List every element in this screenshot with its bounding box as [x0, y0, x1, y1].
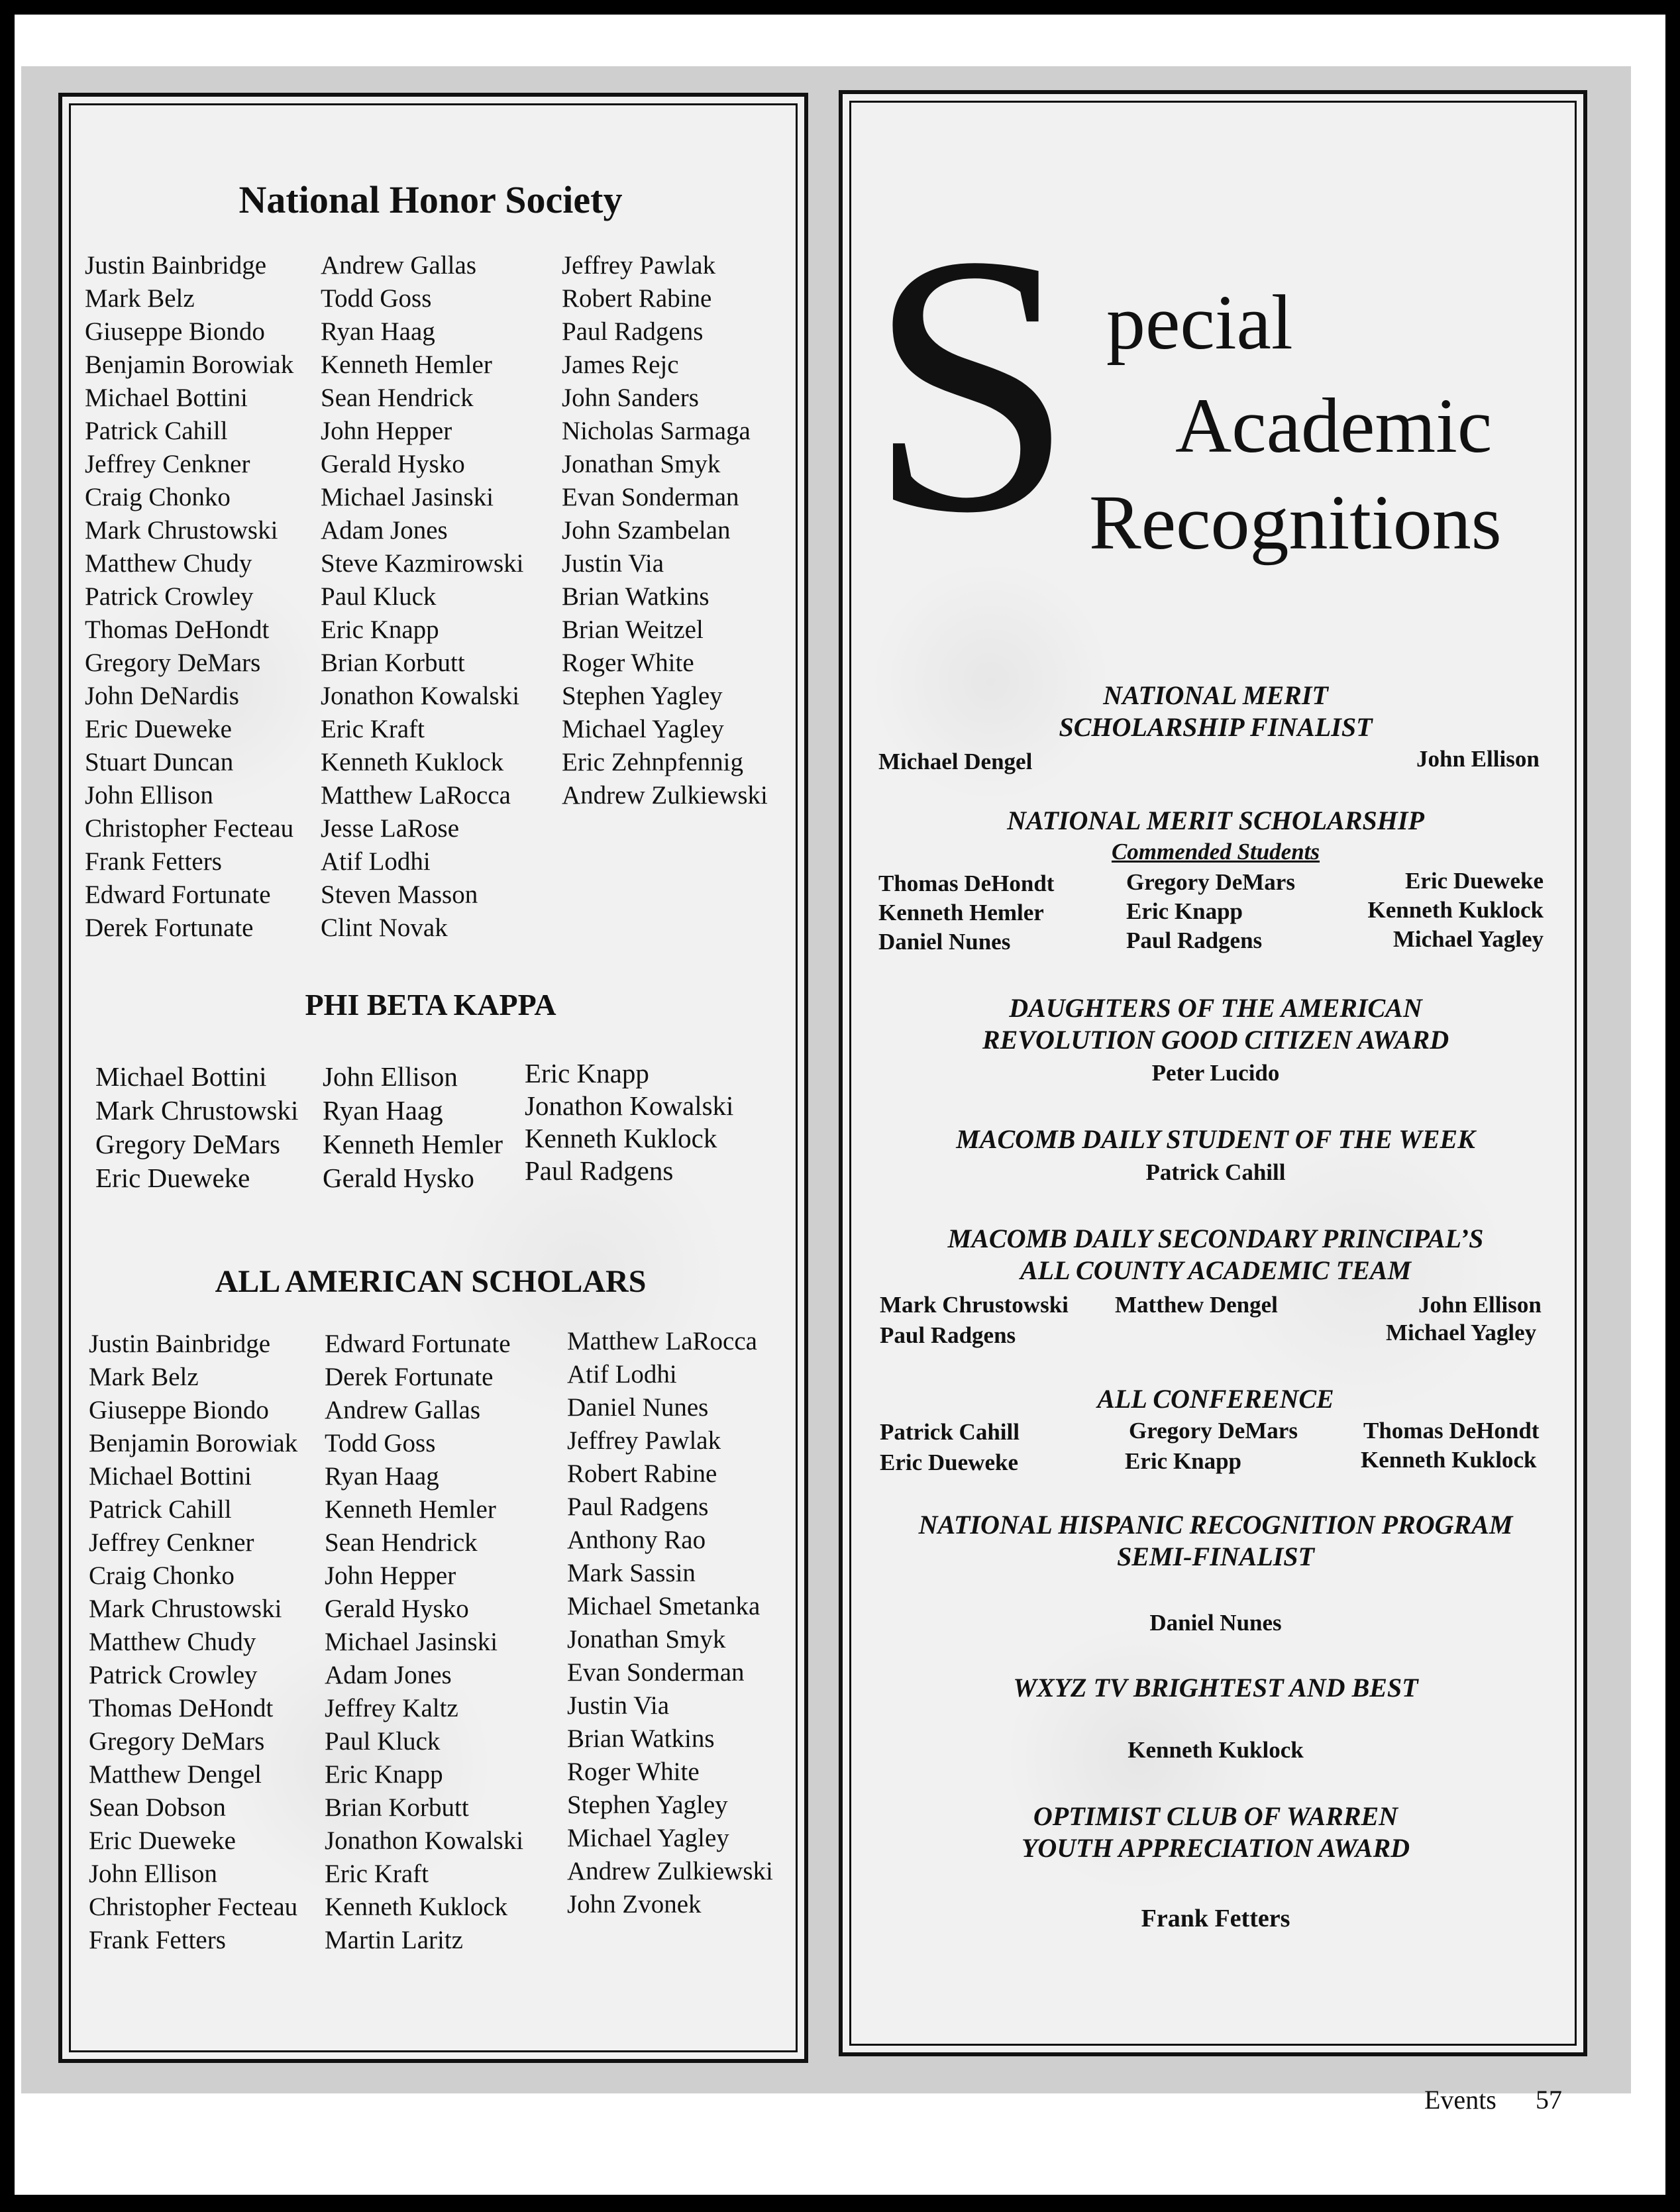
- list-item: Sean Dobson: [89, 1793, 226, 1822]
- list-item: John Zvonek: [567, 1890, 702, 1919]
- list-item: John Hepper: [321, 417, 452, 445]
- recipient-name: Paul Radgens: [1126, 927, 1263, 953]
- recipient-name: Michael Yagley: [1386, 1320, 1537, 1345]
- list-item: Michael Jasinski: [321, 483, 494, 511]
- title-line-1: pecial: [1106, 279, 1293, 366]
- recipient-name: Kenneth Kuklock: [1367, 897, 1544, 923]
- list-item: Kenneth Kuklock: [325, 1893, 508, 1921]
- list-item: Giuseppe Biondo: [89, 1396, 269, 1424]
- list-item: John Szambelan: [562, 516, 731, 545]
- commended-col3: [1345, 867, 1544, 954]
- list-item: Giuseppe Biondo: [85, 317, 265, 346]
- list-item: Mark Chrustowski: [89, 1595, 282, 1623]
- list-item: Stephen Yagley: [567, 1791, 728, 1819]
- list-item: Frank Fetters: [85, 847, 222, 876]
- list-item: Jeffrey Kaltz: [325, 1694, 458, 1722]
- recipient-name: Eric Knapp: [1125, 1448, 1242, 1474]
- list-item: Sean Hendrick: [325, 1528, 478, 1557]
- list-item: Justin Via: [562, 549, 664, 578]
- list-item: Mark Chrustowski: [85, 516, 278, 545]
- list-item: Andrew Zulkiewski: [562, 781, 768, 810]
- list-item: John DeNardis: [85, 682, 239, 710]
- list-item: Andrew Zulkiewski: [567, 1857, 773, 1885]
- list-item: Gerald Hysko: [323, 1163, 474, 1193]
- recipient-name: Paul Radgens: [880, 1322, 1016, 1348]
- list-item: Gerald Hysko: [325, 1595, 469, 1623]
- recipient-name: Patrick Cahill: [880, 1419, 1020, 1445]
- list-item: Frank Fetters: [89, 1926, 226, 1954]
- list-item: Anthony Rao: [567, 1526, 706, 1554]
- list-item: Brian Watkins: [562, 582, 709, 611]
- commended-subheading: Commended Students: [1111, 839, 1320, 865]
- list-item: Michael Yagley: [567, 1824, 729, 1852]
- list-item: Jesse LaRose: [321, 814, 460, 843]
- list-item: Christopher Fecteau: [85, 814, 294, 843]
- list-item: Evan Sonderman: [562, 483, 739, 511]
- list-item: John Hepper: [325, 1561, 456, 1590]
- list-item: Thomas DeHondt: [85, 615, 270, 644]
- list-item: Patrick Cahill: [89, 1495, 232, 1524]
- list-item: Michael Bottini: [95, 1061, 267, 1092]
- recipient-name: Daniel Nunes: [1149, 1610, 1282, 1636]
- list-item: Jonathan Smyk: [562, 450, 721, 478]
- recipient-name: Gregory DeMars: [1129, 1418, 1298, 1444]
- aas-title: ALL AMERICAN SCHOLARS: [215, 1264, 647, 1299]
- aas-col1: [89, 1328, 297, 1957]
- list-item: Martin Laritz: [325, 1926, 463, 1954]
- list-item: Eric Knapp: [525, 1058, 649, 1088]
- list-item: Kenneth Hemler: [323, 1129, 503, 1159]
- list-item: Paul Kluck: [325, 1727, 441, 1756]
- list-item: Andrew Gallas: [325, 1396, 481, 1424]
- aas-col2: [325, 1328, 523, 1957]
- list-item: Michael Bottini: [85, 384, 248, 412]
- list-item: Ryan Haag: [321, 317, 435, 346]
- recipient-name: Matthew Dengel: [1115, 1292, 1278, 1318]
- award-all-conference-heading: ALL CONFERENCE: [1097, 1384, 1334, 1414]
- recipient-name: Michael Dengel: [878, 749, 1033, 774]
- award-optimist-heading: OPTIMIST CLUB OF WARREN YOUTH APPRECIATION AWARD: [1021, 1801, 1410, 1863]
- list-item: Clint Novak: [321, 914, 448, 942]
- award-hispanic-heading: NATIONAL HISPANIC RECOGNITION PROGRAM SEMI-FINALIST: [918, 1510, 1513, 1571]
- recipient-name: John Ellison: [1418, 1292, 1542, 1318]
- list-item: Steve Kazmirowski: [321, 549, 524, 578]
- list-item: Robert Rabine: [567, 1459, 717, 1488]
- list-item: Jeffrey Pawlak: [567, 1426, 721, 1455]
- list-item: Eric Knapp: [321, 615, 439, 644]
- list-item: Gerald Hysko: [321, 450, 465, 478]
- list-item: Justin Via: [567, 1691, 670, 1720]
- list-item: Gregory DeMars: [95, 1129, 280, 1159]
- commended-col2: [1126, 868, 1295, 955]
- aas-col3: [567, 1325, 773, 1921]
- nhs-col1: [85, 249, 293, 945]
- list-item: Michael Bottini: [89, 1462, 252, 1491]
- list-item: Roger White: [567, 1758, 700, 1786]
- list-item: Eric Zehnpfennig: [562, 748, 743, 776]
- list-item: Michael Jasinski: [325, 1628, 498, 1656]
- list-item: Paul Radgens: [562, 317, 704, 346]
- list-item: Eric Knapp: [325, 1760, 443, 1789]
- list-item: Nicholas Sarmaga: [562, 417, 751, 445]
- list-item: Brian Watkins: [567, 1724, 715, 1753]
- list-item: Robert Rabine: [562, 284, 712, 313]
- list-item: Mark Chrustowski: [95, 1095, 299, 1126]
- list-item: Benjamin Borowiak: [85, 350, 294, 379]
- nhs-col3: [562, 249, 768, 812]
- list-item: Edward Fortunate: [325, 1330, 511, 1358]
- pbk-col1: [95, 1060, 298, 1195]
- list-item: Brian Weitzel: [562, 615, 704, 644]
- list-item: John Ellison: [85, 781, 213, 810]
- list-item: Adam Jones: [325, 1661, 452, 1689]
- list-item: Jonathon Kowalski: [525, 1090, 734, 1121]
- list-item: Jonathon Kowalski: [325, 1826, 524, 1855]
- list-item: Matthew LaRocca: [321, 781, 511, 810]
- list-item: Jonathan Smyk: [567, 1625, 726, 1654]
- list-item: Thomas DeHondt: [89, 1694, 274, 1722]
- list-item: Eric Kraft: [321, 715, 425, 743]
- list-item: Kenneth Kuklock: [321, 748, 504, 776]
- award-dar-heading: DAUGHTERS OF THE AMERICAN REVOLUTION GOOD CITIZEN AWARD: [982, 993, 1449, 1055]
- title-line-3: Recognitions: [1089, 479, 1502, 566]
- recipient-name: Mark Chrustowski: [880, 1292, 1069, 1318]
- list-item: Matthew Dengel: [89, 1760, 262, 1789]
- list-item: Jonathon Kowalski: [321, 682, 520, 710]
- recipient-name: Eric Knapp: [1126, 898, 1243, 924]
- list-item: Roger White: [562, 649, 694, 677]
- recipient-name: Kenneth Kuklock: [1361, 1447, 1537, 1473]
- list-item: Adam Jones: [321, 516, 448, 545]
- list-item: Daniel Nunes: [567, 1393, 709, 1422]
- award-merit-scholarship-heading: NATIONAL MERIT SCHOLARSHIP: [1007, 806, 1424, 835]
- list-item: Ryan Haag: [325, 1462, 439, 1491]
- title-initial: S: [868, 179, 1075, 590]
- nhs-col2: [321, 249, 524, 945]
- recipient-name: Peter Lucido: [1151, 1060, 1280, 1086]
- award-macomb-week-heading: MACOMB DAILY STUDENT OF THE WEEK: [956, 1124, 1475, 1154]
- list-item: Eric Kraft: [325, 1860, 429, 1888]
- list-item: Mark Belz: [89, 1363, 199, 1391]
- list-item: Michael Yagley: [562, 715, 724, 743]
- recipient-name: Daniel Nunes: [878, 929, 1011, 955]
- list-item: Patrick Crowley: [89, 1661, 258, 1689]
- list-item: Eric Dueweke: [89, 1826, 236, 1855]
- list-item: Paul Radgens: [567, 1493, 709, 1521]
- list-item: Derek Fortunate: [325, 1363, 494, 1391]
- list-item: Stephen Yagley: [562, 682, 723, 710]
- commended-col1: [878, 869, 1054, 957]
- list-item: Kenneth Kuklock: [525, 1123, 717, 1153]
- list-item: Justin Bainbridge: [89, 1330, 271, 1358]
- list-item: Kenneth Hemler: [321, 350, 492, 379]
- list-item: Atif Lodhi: [321, 847, 431, 876]
- nhs-title: National Honor Society: [238, 178, 623, 221]
- pbk-col2: [323, 1060, 503, 1195]
- list-item: Brian Korbutt: [321, 649, 465, 677]
- list-item: Steven Masson: [321, 880, 478, 909]
- list-item: Evan Sonderman: [567, 1658, 745, 1687]
- pbk-col3: [525, 1057, 733, 1187]
- award-merit-finalist-heading: NATIONAL MERIT SCHOLARSHIP FINALIST: [1059, 680, 1373, 742]
- award-macomb-team-heading: MACOMB DAILY SECONDARY PRINCIPAL’S ALL COUNTY ACADEMIC TEAM: [947, 1224, 1484, 1285]
- list-item: Eric Dueweke: [95, 1163, 250, 1193]
- list-item: Jeffrey Pawlak: [562, 251, 716, 280]
- recipient-name: Patrick Cahill: [1145, 1159, 1286, 1185]
- list-item: Christopher Fecteau: [89, 1893, 298, 1921]
- list-item: Matthew Chudy: [85, 549, 252, 578]
- list-item: Matthew LaRocca: [567, 1327, 757, 1355]
- pbk-title: PHI BETA KAPPA: [305, 988, 556, 1022]
- list-item: John Sanders: [562, 384, 699, 412]
- recipient-name: Gregory DeMars: [1126, 869, 1295, 895]
- recipient-name: Eric Dueweke: [880, 1449, 1018, 1475]
- list-item: John Ellison: [89, 1860, 217, 1888]
- list-item: Patrick Crowley: [85, 582, 254, 611]
- list-item: Matthew Chudy: [89, 1628, 256, 1656]
- list-item: Andrew Gallas: [321, 251, 477, 280]
- list-item: Gregory DeMars: [89, 1727, 265, 1756]
- list-item: Kenneth Hemler: [325, 1495, 496, 1524]
- list-item: Benjamin Borowiak: [89, 1429, 298, 1457]
- list-item: Ryan Haag: [323, 1095, 443, 1126]
- footer-section-label: Events: [1424, 2085, 1496, 2115]
- list-item: Gregory DeMars: [85, 649, 261, 677]
- list-item: Todd Goss: [325, 1429, 436, 1457]
- list-item: Craig Chonko: [85, 483, 231, 511]
- list-item: James Rejc: [562, 350, 679, 379]
- list-item: Edward Fortunate: [85, 880, 271, 909]
- list-item: Mark Belz: [85, 284, 195, 313]
- recipient-name: Eric Dueweke: [1405, 868, 1544, 894]
- list-item: Paul Radgens: [525, 1155, 674, 1186]
- list-item: Justin Bainbridge: [85, 251, 267, 280]
- list-item: Patrick Cahill: [85, 417, 228, 445]
- list-item: Jeffrey Cenkner: [85, 450, 250, 478]
- list-item: Eric Dueweke: [85, 715, 232, 743]
- list-item: Atif Lodhi: [567, 1360, 677, 1389]
- list-item: Brian Korbutt: [325, 1793, 469, 1822]
- list-item: Craig Chonko: [89, 1561, 235, 1590]
- recipient-name: Michael Yagley: [1392, 926, 1544, 952]
- list-item: Sean Hendrick: [321, 384, 474, 412]
- list-item: Jeffrey Cenkner: [89, 1528, 254, 1557]
- recipient-name: Thomas DeHondt: [878, 870, 1055, 896]
- recipient-name: John Ellison: [1416, 746, 1540, 772]
- list-item: Mark Sassin: [567, 1559, 696, 1587]
- list-item: Michael Smetanka: [567, 1592, 761, 1620]
- recipient-name: Kenneth Kuklock: [1128, 1737, 1304, 1763]
- page-number: 57: [1536, 2085, 1562, 2115]
- list-item: Stuart Duncan: [85, 748, 234, 776]
- recipient-name: Frank Fetters: [1141, 1905, 1290, 1932]
- recipient-name: Kenneth Hemler: [878, 900, 1044, 925]
- list-item: John Ellison: [323, 1061, 458, 1092]
- list-item: Derek Fortunate: [85, 914, 254, 942]
- award-wxyz-heading: WXYZ TV BRIGHTEST AND BEST: [1013, 1673, 1418, 1703]
- list-item: Todd Goss: [321, 284, 432, 313]
- list-item: Paul Kluck: [321, 582, 437, 611]
- recipient-name: Thomas DeHondt: [1363, 1418, 1540, 1444]
- title-line-2: Academic: [1175, 382, 1493, 469]
